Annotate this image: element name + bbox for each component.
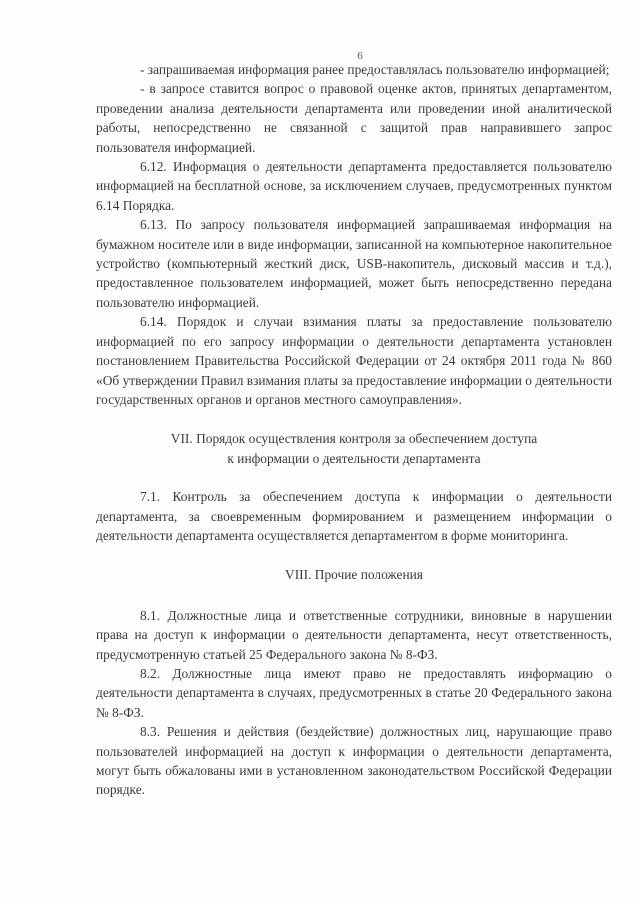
section-7-heading [96,429,612,468]
section-8-heading: VIII. Прочие положения [285,567,423,583]
section-7-heading-line1: VII. Порядок осуществления контроля за обеспечением доступа [170,431,538,447]
paragraph-6-14: 6.14. Порядок и случаи взимания платы за предоставление пользователю информацией по его запросу информации о деятельности департамента установлен постановлением Правительства Российской Федерации от 24 октября 2011 года № 860 «Об утверждении Правил взимания платы за предоставление информации о деятельности государственных органов и органов местного самоуправления». [96,314,612,407]
section-8-heading-wrap [96,565,612,584]
paragraph-8-3: 8.3. Решения и действия (бездействие) должностных лиц, нарушающие право пользователей информацией на доступ к информации о деятельности департамента, могут быть обжалованы ими в установленном законодательством Российской Федерации порядке. [96,724,612,798]
paragraph-8-2: 8.2. Должностные лица имеют право не предоставлять информацию о деятельности департамента в случаях, предусмотренных в статье 20 Федерального закона № 8-ФЗ. [96,665,612,720]
page-number: 6 [357,50,363,62]
paragraph-item-legal-assessment: - в запросе ставится вопрос о правовой оценке актов, принятых департаментом, проведении анализа деятельности департамента или проведении иной аналитической работы, непосредственно не связанной с защитой прав направившего запрос пользователя информацией. [96,81,612,155]
paragraph-7-1: 7.1. Контроль за обеспечением доступа к информации о деятельности департамента, за своевременным формированием и размещением информации о деятельности департамента осуществляется департаментом в форме мониторинга. [96,489,612,543]
paragraph-8-1: 8.1. Должностные лица и ответственные сотрудники, виновные в нарушении права на доступ к информации о деятельности департамента, несут ответственность, предусмотренную статьей 25 Федерального закона № 8-ФЗ. [96,607,612,662]
section-7-heading-line2: к информации о деятельности департамента [227,450,481,466]
document-body [96,60,612,800]
paragraph-6-12: 6.12. Информация о деятельности департамента предоставляется пользователю информацией на бесплатной основе, за исключением случаев, предусмотренных пунктом 6.14 Порядка. [96,159,612,213]
paragraph-6-13: 6.13. По запросу пользователя информацией запрашиваемая информация на бумажном носителе или в виде информации, записанной на компьютерное накопительное устройство (компьютерный жесткий диск, USB-накопитель, дисковый массив и т.д.), предоставленное пользователем информацией, может быть непосредственно передана пользователю информацией. [96,217,612,310]
paragraph-item-repeat-request: - запрашиваемая информация ранее предоставлялась пользователю информацией; [140,62,610,77]
